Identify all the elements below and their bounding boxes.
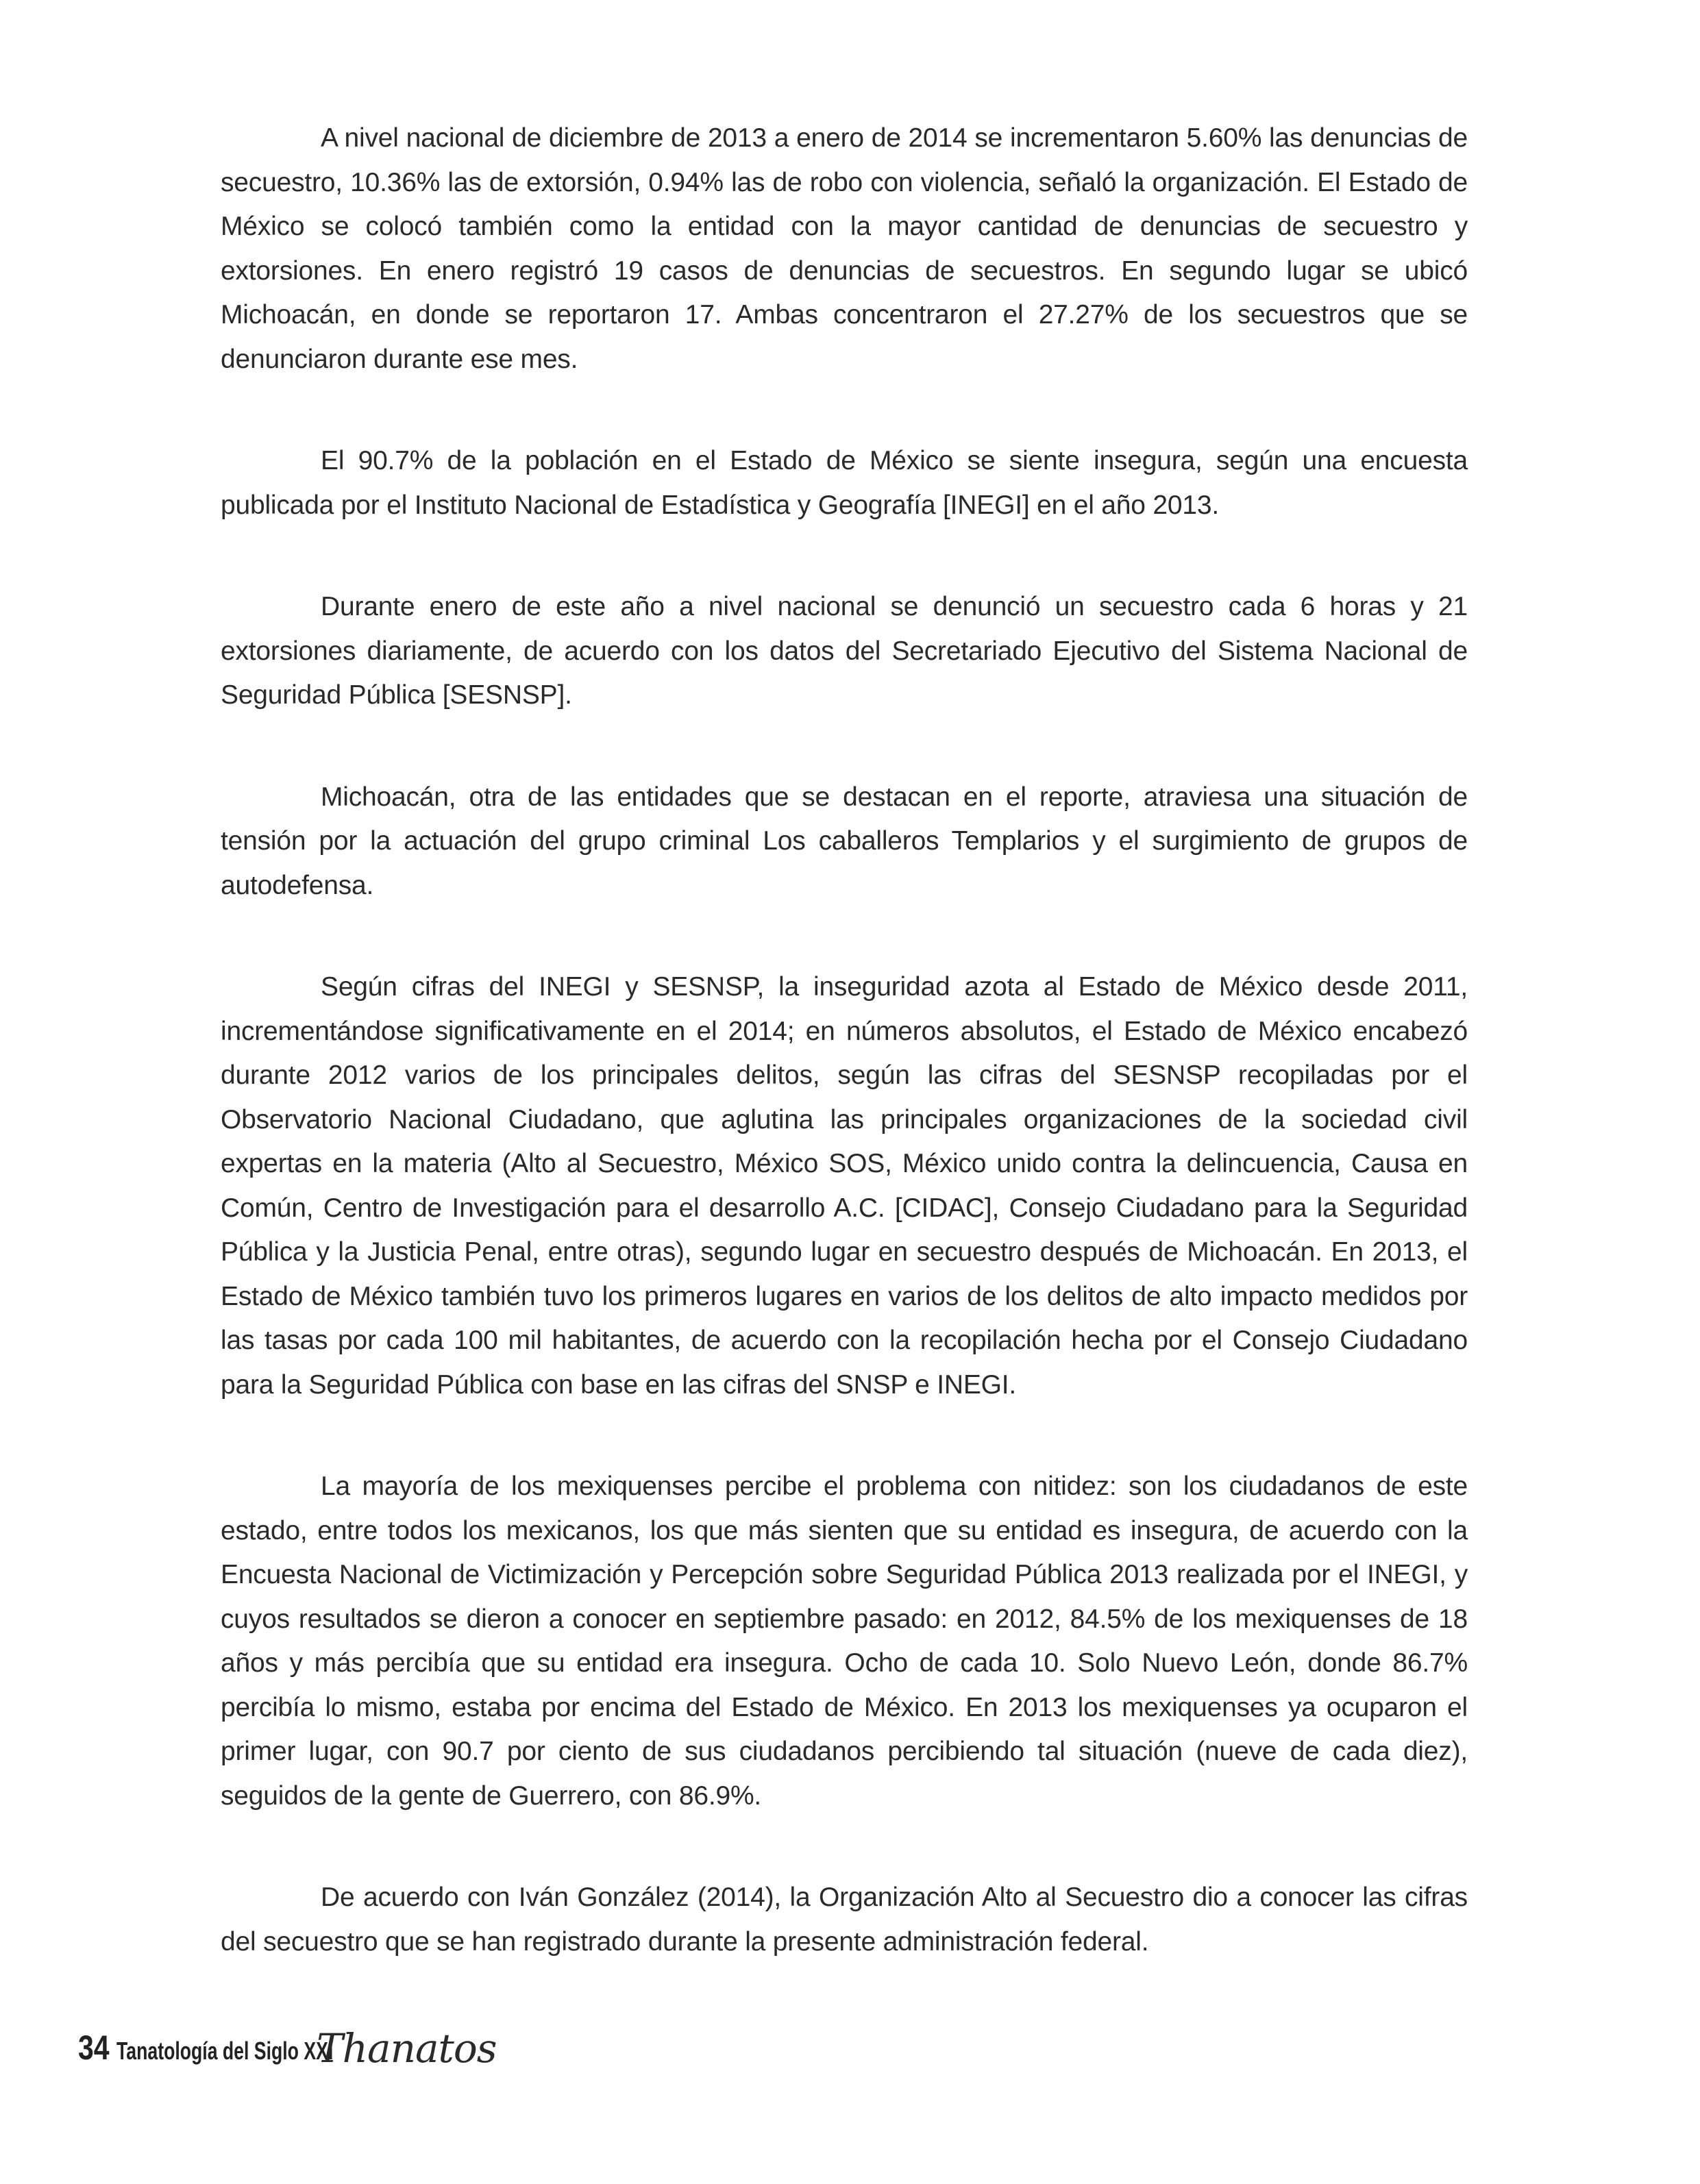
paragraph-3: Durante enero de este año a nivel nacional se denunció un secuestro cada 6 horas y 21 extorsiones diariamente, de acuerdo con los datos del Secretariado Ejecutivo del Sistema Nacional de Seguridad Pública [SESNSP]. bbox=[221, 592, 1468, 710]
publication-logo: Thanatos bbox=[317, 2025, 497, 2072]
paragraph-7: De acuerdo con Iván González (2014), la Organización Alto al Secuestro dio a conocer las cifras del secuestro que se han registrado durante la presente administración federal. bbox=[221, 1883, 1468, 1957]
page-number: 34 bbox=[78, 2028, 110, 2067]
paragraph-5: Según cifras del INEGI y SESNSP, la inseguridad azota al Estado de México desde 2011, incrementándose significativamente en el 2014; en números absolutos, el Estado de México encabezó durante 2012 varios de los principales delitos, según las cifras del SESNSP recopiladas por el Observatorio Nacional Ciudadano, que aglutina las principales organizaciones de la sociedad civil expertas en la materia (Alto al Secuestro, México SOS, México unido contra la delincuencia, Causa en Común, Centro de Investigación para el desarrollo A.C. [CIDAC], Consejo Ciudadano para la Seguridad Pública y la Justicia Penal, entre otras), segundo lugar en secuestro después de Michoacán. En 2013, el Estado de México también tuvo los primeros lugares en varios de los delitos de alto impacto medidos por las tasas por cada 100 mil habitantes, de acuerdo con la recopilación hecha por el Consejo Ciudadano para la Seguridad Pública con base en las cifras del SNSP e INEGI. bbox=[221, 972, 1468, 1400]
page-footer bbox=[78, 2025, 497, 2083]
publication-title: Tanatología del Siglo XXI bbox=[116, 2037, 334, 2065]
page-body bbox=[221, 116, 1468, 1964]
paragraph-6: La mayoría de los mexiquenses percibe el problema con nitidez: son los ciudadanos de este estado, entre todos los mexicanos, los que más sienten que su entidad es insegura, de acuerdo con la Encuesta Nacional de Victimización y Percepción sobre Seguridad Pública 2013 realizada por el INEGI, y cuyos resultados se dieron a conocer en septiembre pasado: en 2012, 84.5% de los mexiquenses de 18 años y más percibía que su entidad era insegura. Ocho de cada 10. Solo Nuevo León, donde 86.7% percibía lo mismo, estaba por encima del Estado de México. En 2013 los mexiquenses ya ocuparon el primer lugar, con 90.7 por ciento de sus ciudadanos percibiendo tal situación (nueve de cada diez), seguidos de la gente de Guerrero, con 86.9%. bbox=[221, 1472, 1468, 1811]
paragraph-4: Michoacán, otra de las entidades que se destacan en el reporte, atraviesa una situación de tensión por la actuación del grupo criminal Los caballeros Templarios y el surgimiento de grupos de autodefensa. bbox=[221, 782, 1468, 900]
paragraph-2: El 90.7% de la población en el Estado de México se siente insegura, según una encuesta publicada por el Instituto Nacional de Estadística y Geografía [INEGI] en el año 2013. bbox=[221, 446, 1468, 520]
paragraph-1: A nivel nacional de diciembre de 2013 a enero de 2014 se incrementaron 5.60% las denuncias de secuestro, 10.36% las de extorsión, 0.94% las de robo con violencia, señaló la organización. El Estado de México se colocó también como la entidad con la mayor cantidad de denuncias de secuestro y extorsiones. En enero registró 19 casos de denuncias de secuestros. En segundo lugar se ubicó Michoacán, en donde se reportaron 17. Ambas concentraron el 27.27% de los secuestros que se denunciaron durante ese mes. bbox=[221, 123, 1468, 374]
